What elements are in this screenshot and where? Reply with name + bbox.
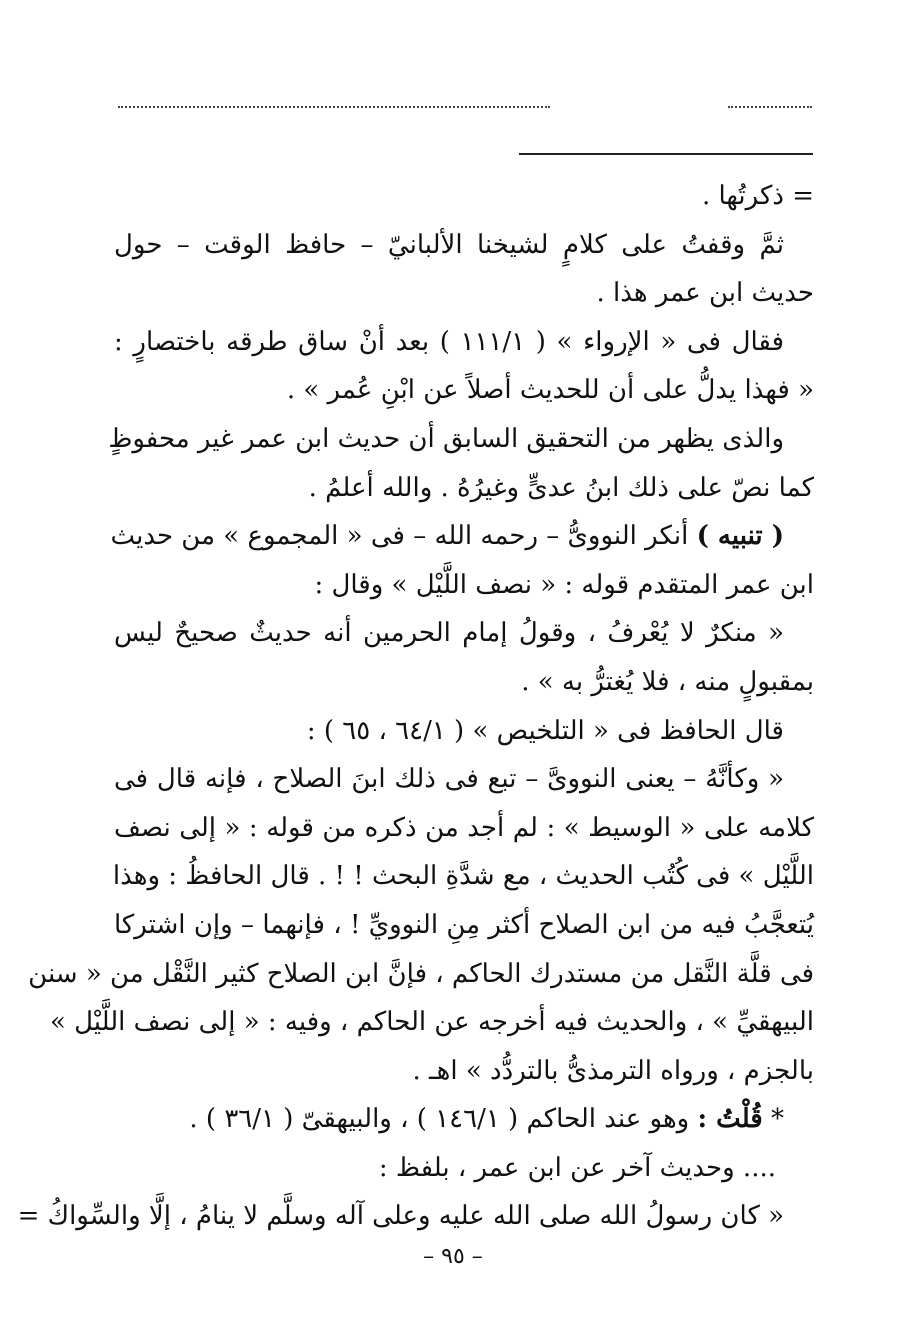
qultu-label: قُلْتُ : (697, 1104, 763, 1135)
text-line: بالجزم ، ورواه الترمذىُّ بالتردُّد » اهـ . (412, 1055, 814, 1086)
text-line: « فهذا يدلُّ على أن للحديث أصلاً عن ابْنِ عُمر » . (286, 375, 814, 406)
main-text-block (17, 172, 814, 1241)
text-line-tanbih (110, 512, 814, 561)
text-line: والذى يظهر من التحقيق السابق أن حديث ابن عمر غير محفوظٍ (108, 423, 784, 454)
text-line: اللَّيْل » فى كُتُب الحديث ، مع شدَّةِ البحث ! ! . قال الحافظُ : وهذا (112, 861, 814, 892)
text-line: كما نصّ على ذلك ابنُ عدىٍّ وغيرُهُ . والله أعلمُ . (308, 472, 814, 503)
text-line: ثمَّ وقفتُ على كلامٍ لشيخنا الألبانيّ – حافظ الوقت – حول (114, 229, 784, 260)
star-marker: * (771, 1104, 784, 1135)
text-line-qultu (114, 1095, 814, 1144)
text-line: بمقبولٍ منه ، فلا يُغترُّ به » . (521, 666, 814, 697)
text-line: ابن عمر المتقدم قوله : « نصف اللَّيْل » وقال : (314, 569, 814, 600)
text-line: حديث ابن عمر هذا . (596, 278, 814, 309)
tanbih-text: أنكر النووىُّ – رحمه الله – فى « المجموع » من حديث (110, 521, 689, 552)
text-line: « وكأنَّهُ – يعنى النووىَّ – تبع فى ذلك ابنَ الصلاح ، فإنه قال فى (114, 764, 784, 795)
text-line: كلامه على « الوسيط » : لم أجد من ذكره من قوله : « إلى نصف (114, 812, 814, 843)
qultu-text: وهو عند الحاكم ( ١٤٦/١ ) ، والبيهقىّ ( ٣٦/١ ) . (189, 1104, 690, 1135)
text-line: فى قلَّة النَّقل من مستدرك الحاكم ، فإنَّ ابن الصلاح كثير النَّقْل من « سنن (28, 958, 814, 989)
text-line: قال الحافظ فى « التلخيص » ( ٦٤/١ ، ٦٥ ) : (306, 715, 784, 746)
tanbih-label: ( تنبيه ) (696, 521, 784, 552)
dotted-leader-right (728, 96, 812, 108)
text-line: .... وحديث آخر عن ابن عمر ، بلفظ : (378, 1152, 776, 1183)
text-line: « كان رسولُ الله صلى الله عليه وعلى آله وسلَّم لا ينامُ ، إلَّا والسِّواكُ = (17, 1201, 784, 1232)
text-line: « منكرٌ لا يُعْرفُ ، وقولُ إمام الحرمين أنه حديثٌ صحيحٌ ليس (114, 618, 784, 649)
text-line: البيهقيِّ » ، والحديث فيه أخرجه عن الحاكم ، وفيه : « إلى نصف اللَّيْل » (49, 1007, 814, 1038)
text-line: فقال فى « الإرواء » ( ١١١/١ ) بعد أنْ ساق طرقه باختصارٍ : (114, 326, 785, 357)
dotted-leader-left (118, 96, 550, 108)
text-line: = ذكرتُها . (701, 181, 814, 211)
text-line: يُتعجَّبُ فيه من ابن الصلاح أكثر مِنِ النوويِّ ! ، فإنهما – وإن اشتركا (114, 909, 814, 940)
page-number: – ٩٥ – (423, 1244, 483, 1269)
footnote-separator-rule (519, 153, 813, 155)
